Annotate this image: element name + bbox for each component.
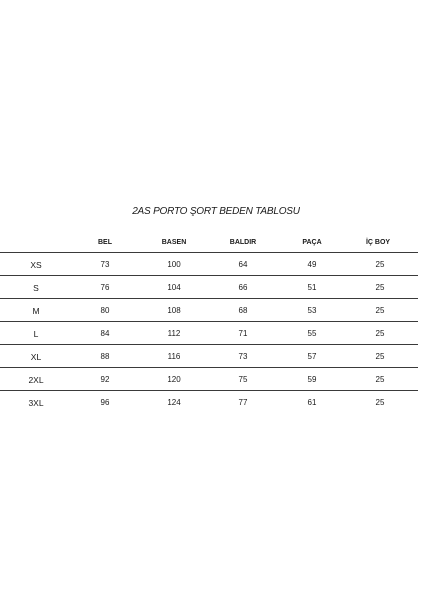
size-label: XL	[30, 352, 42, 362]
table-cell: 96	[100, 398, 110, 407]
table-cell: 88	[100, 352, 110, 361]
table-cell: 51	[307, 283, 317, 292]
size-label: 3XL	[28, 398, 44, 408]
table-cell: 124	[167, 398, 181, 407]
table-row	[0, 390, 418, 413]
column-header-bel: BEL	[98, 239, 112, 246]
table-cell: 25	[375, 306, 385, 315]
table-cell: 53	[307, 306, 317, 315]
table-row	[0, 367, 418, 390]
table-cell: 73	[238, 352, 248, 361]
table-row	[0, 275, 418, 298]
table-cell: 100	[167, 260, 181, 269]
table-cell: 25	[375, 329, 385, 338]
table-cell: 68	[238, 306, 248, 315]
table-cell: 25	[375, 260, 385, 269]
table-cell: 112	[167, 329, 181, 338]
table-cell: 61	[307, 398, 317, 407]
table-cell: 25	[375, 352, 385, 361]
size-label: 2XL	[28, 375, 44, 385]
table-cell: 64	[238, 260, 248, 269]
table-cell: 104	[167, 283, 181, 292]
table-cell: 59	[307, 375, 317, 384]
table-cell: 92	[100, 375, 110, 384]
table-row	[0, 321, 418, 344]
table-cell: 66	[238, 283, 248, 292]
table-cell: 25	[375, 283, 385, 292]
column-header-ic-boy: İÇ BOY	[365, 239, 391, 246]
table-cell: 25	[375, 375, 385, 384]
table-cell: 25	[375, 398, 385, 407]
size-label: L	[33, 329, 39, 339]
size-label: S	[33, 283, 39, 293]
table-cell: 55	[307, 329, 317, 338]
table-cell: 108	[167, 306, 181, 315]
table-row	[0, 344, 418, 367]
column-header-baldir: BALDIR	[229, 239, 257, 246]
table-cell: 71	[238, 329, 248, 338]
size-chart-table	[0, 236, 418, 413]
column-header-paca: PAÇA	[302, 239, 322, 246]
table-cell: 73	[100, 260, 110, 269]
table-cell: 75	[238, 375, 248, 384]
table-cell: 120	[167, 375, 181, 384]
size-label: XS	[30, 260, 42, 270]
table-cell: 77	[238, 398, 248, 407]
table-cell: 76	[100, 283, 110, 292]
size-label: M	[32, 306, 40, 316]
table-cell: 84	[100, 329, 110, 338]
table-cell: 49	[307, 260, 317, 269]
column-header-basen: BASEN	[161, 239, 187, 246]
table-cell: 116	[167, 352, 181, 361]
table-row	[0, 298, 418, 321]
table-row	[0, 252, 418, 275]
table-header-row	[0, 236, 418, 252]
table-cell: 57	[307, 352, 317, 361]
table-cell: 80	[100, 306, 110, 315]
page-title: 2AS PORTO ŞORT BEDEN TABLOSU	[132, 206, 300, 217]
